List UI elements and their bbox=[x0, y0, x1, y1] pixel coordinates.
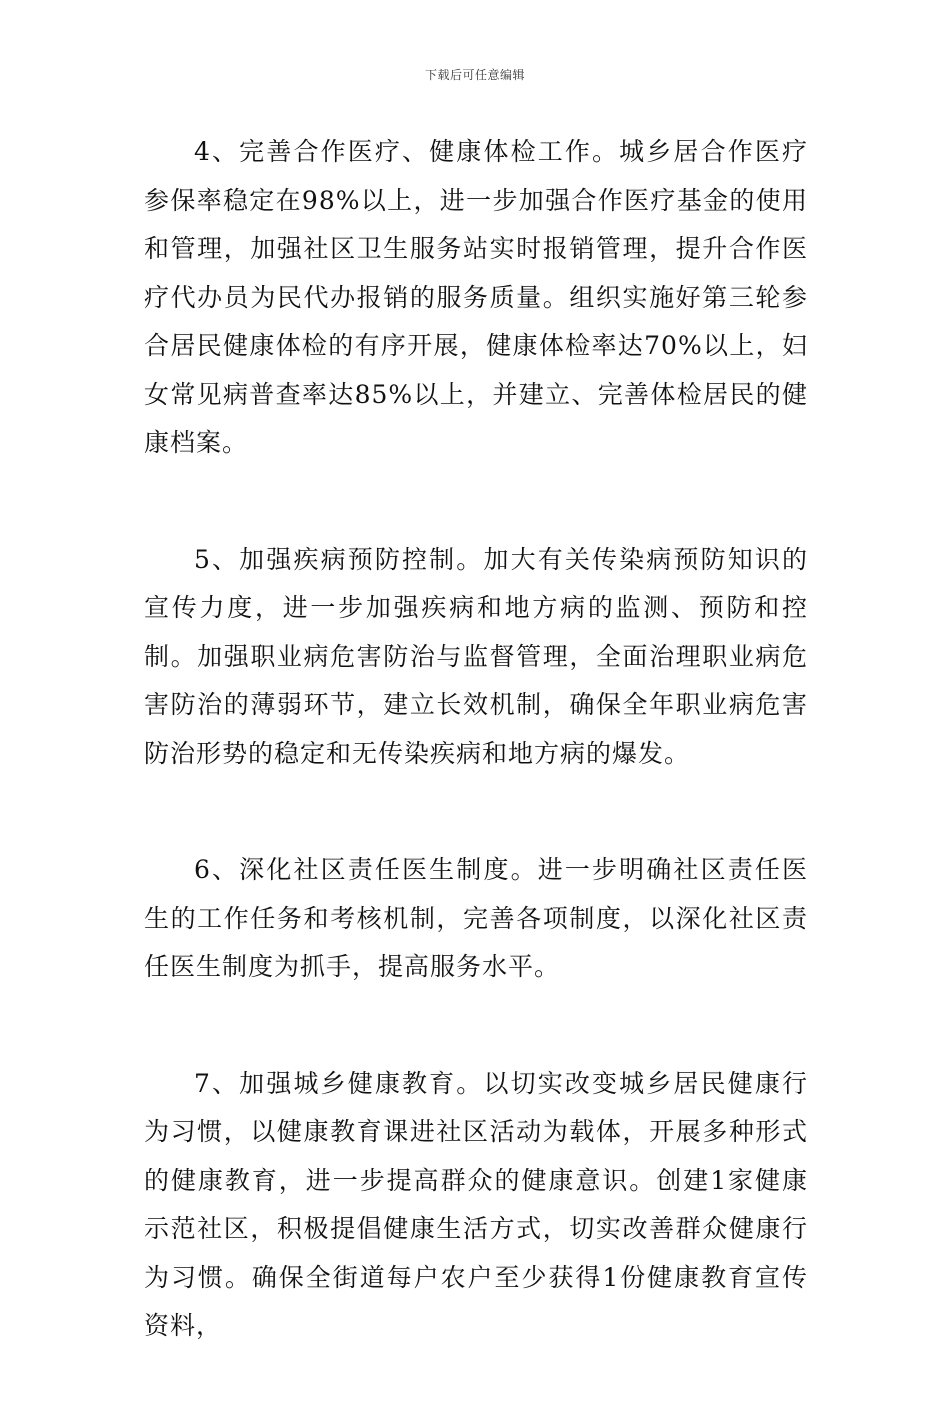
document-body bbox=[144, 128, 808, 1419]
paragraph-item-5: 5、加强疾病预防控制。加大有关传染病预防知识的宣传力度，进一步加强疾病和地方病的监测、预防和控制。加强职业病危害防治与监督管理，全面治理职业病危害防治的薄弱环节，建立长效机制，确保全年职业病危害防治形势的稳定和无传染疾病和地方病的爆发。 bbox=[144, 544, 808, 768]
paragraph-item-7: 7、加强城乡健康教育。以切实改变城乡居民健康行为习惯，以健康教育课进社区活动为载体，开展多种形式的健康教育，进一步提高群众的健康意识。创建1家健康示范社区，积极提倡健康生活方式，切实改善群众健康行为习惯。确保全街道每户农户至少获得1份健康教育宣传资料， bbox=[144, 1068, 808, 1340]
paragraph-item-4: 4、完善合作医疗、健康体检工作。城乡居合作医疗参保率稳定在98%以上，进一步加强合作医疗基金的使用和管理，加强社区卫生服务站实时报销管理，提升合作医疗代办员为民代办报销的服务质量。组织实施好第三轮参合居民健康体检的有序开展，健康体检率达70%以上，妇女常见病普查率达85%以上，并建立、完善体检居民的健康档案。 bbox=[144, 137, 808, 457]
page-header-note: 下载后可任意编辑 bbox=[424, 68, 525, 82]
paragraph-item-6: 6、深化社区责任医生制度。进一步明确社区责任医生的工作任务和考核机制，完善各项制度，以深化社区责任医生制度为抓手，提高服务水平。 bbox=[144, 855, 808, 981]
